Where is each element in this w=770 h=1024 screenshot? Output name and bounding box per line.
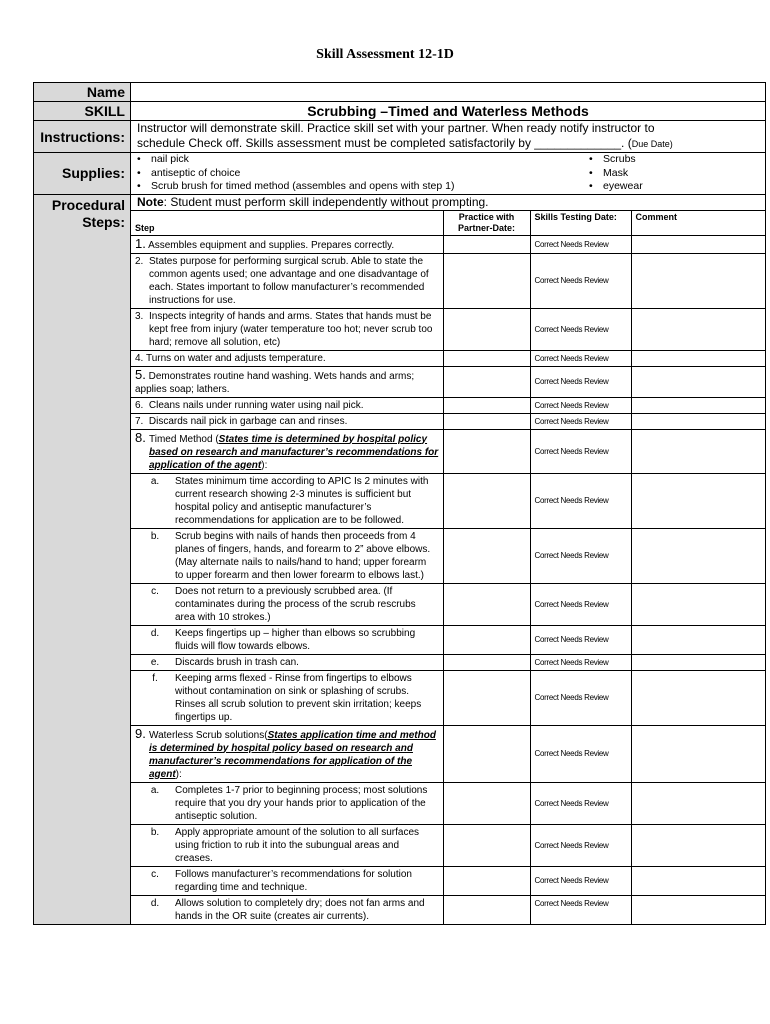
instructions-text (131, 121, 766, 153)
step-row (131, 235, 766, 253)
instructions-line-1: Instructor will demonstrate skill. Practice skill set with your partner. When ready notify instructor to (137, 121, 655, 135)
instructions-label: Instructions: (34, 121, 131, 153)
practice-date-cell[interactable] (443, 429, 530, 473)
steps-header-row (131, 210, 766, 235)
step-text (131, 397, 443, 413)
comment-cell[interactable] (631, 654, 766, 670)
skill-name: Scrubbing –Timed and Waterless Methods (131, 102, 766, 121)
substep-text (131, 670, 443, 725)
substep-text (131, 782, 443, 824)
supplies-left-list (137, 153, 589, 194)
substep-row (131, 528, 766, 583)
step-text (131, 429, 443, 473)
substep-letter: c. (151, 585, 159, 597)
substep-row (131, 473, 766, 528)
instructions-row (34, 121, 766, 153)
comment-cell[interactable] (631, 308, 766, 350)
step-description: Timed Method ( (149, 433, 219, 445)
step-number: 6. (135, 399, 144, 411)
correct-needs-review[interactable]: Correct Needs Review (530, 253, 631, 308)
step-description: Assembles equipment and supplies. Prepares correctly. (148, 239, 395, 251)
substep-description: Follows manufacturer’s recommendations for solution regarding time and technique. (175, 868, 412, 893)
comment-cell[interactable] (631, 528, 766, 583)
step-description: Demonstrates routine hand washing. Wets hands and arms; applies soap; lathers. (135, 370, 415, 395)
step-number: 7. (135, 415, 144, 427)
substep-row (131, 782, 766, 824)
correct-needs-review[interactable]: Correct Needs Review (530, 308, 631, 350)
correct-needs-review[interactable]: Correct Needs Review (530, 725, 631, 782)
step-header: Step (131, 210, 443, 235)
name-label: Name (34, 83, 131, 102)
document-title: Skill Assessment 12-1D (316, 47, 454, 62)
step-number: 5. (135, 366, 146, 382)
step-text (131, 366, 443, 397)
correct-needs-review[interactable]: Correct Needs Review (530, 413, 631, 429)
practice-date-cell[interactable] (443, 895, 530, 924)
substep-row (131, 895, 766, 924)
practice-date-cell[interactable] (443, 350, 530, 366)
step-row (131, 397, 766, 413)
step-number: 3. (135, 310, 144, 322)
instructions-line-2 (137, 136, 765, 152)
substep-letter: c. (151, 868, 159, 880)
practice-date-cell[interactable] (443, 866, 530, 895)
step-description-end: ): (261, 459, 268, 471)
step-description: Discards nail pick in garbage can and rinses. (148, 415, 348, 427)
substep-text (131, 654, 443, 670)
substep-description: Completes 1-7 prior to beginning process; most solutions require that you dry your hands prior to application of the antiseptic solution. (175, 784, 428, 822)
correct-needs-review[interactable]: Correct Needs Review (530, 866, 631, 895)
substep-description: Keeps fingertips up – higher than elbows so scrubbing fluids will flow towards elbows. (175, 627, 416, 652)
step-text (131, 725, 443, 782)
supply-item: • Scrub brush for timed method (assembles and opens with step 1) (137, 180, 589, 194)
step-emphasis: States time is determined by hospital policy based on research and manufacturer’s recommendations for application of the agent (149, 433, 439, 471)
correct-needs-review[interactable]: Correct Needs Review (530, 235, 631, 253)
correct-needs-review[interactable]: Correct Needs Review (530, 654, 631, 670)
substep-text (131, 824, 443, 866)
comment-cell[interactable] (631, 583, 766, 625)
procedural-label: Procedural (51, 196, 125, 213)
supply-item: • antiseptic of choice (137, 167, 589, 181)
comment-cell[interactable] (631, 866, 766, 895)
practice-date-cell[interactable] (443, 670, 530, 725)
substep-description: Apply appropriate amount of the solution to all surfaces using friction to rub it into the subungual areas and creases. (175, 826, 420, 864)
step-number: 8. (135, 429, 146, 445)
supply-item: • nail pick (137, 153, 589, 167)
substep-description: Discards brush in trash can. (175, 656, 299, 668)
instructions-line-2-text: schedule Check off. Skills assessment must be completed satisfactorily by _____________. ( (137, 136, 632, 150)
comment-cell[interactable] (631, 429, 766, 473)
practice-date-cell[interactable] (443, 397, 530, 413)
comment-cell[interactable] (631, 397, 766, 413)
supplies-label: Supplies: (34, 153, 131, 195)
substep-row (131, 824, 766, 866)
supplies-row (34, 153, 766, 195)
practice-date-cell[interactable] (443, 824, 530, 866)
supplies-list (131, 153, 766, 195)
step-number: 9. (135, 725, 146, 741)
correct-needs-review[interactable]: Correct Needs Review (530, 782, 631, 824)
comment-cell[interactable] (631, 824, 766, 866)
substep-letter: b. (150, 826, 160, 838)
step-number: 4. (135, 352, 144, 364)
substep-description: States minimum time according to APIC Is 2 minutes with current research showing 2-3 minutes is sufficient but hospital policy and antiseptic manufacturer’s recommendations for application are to be followed. (175, 475, 429, 526)
procedural-steps-label (34, 194, 131, 924)
step-description: Turns on water and adjusts temperature. (145, 352, 326, 364)
step-row (131, 366, 766, 397)
practice-date-cell[interactable] (443, 654, 530, 670)
testing-header: Skills Testing Date: (530, 210, 631, 235)
practice-header: Practice with Partner-Date: (443, 210, 530, 235)
substep-description: Allows solution to completely dry; does not fan arms and hands in the OR suite (creates air currents). (175, 897, 425, 922)
correct-needs-review[interactable]: Correct Needs Review (530, 473, 631, 528)
correct-needs-review[interactable]: Correct Needs Review (530, 397, 631, 413)
substep-letter: f. (152, 672, 158, 684)
substep-letter: a. (150, 784, 160, 796)
supply-item: • Scrubs (589, 153, 759, 167)
comment-cell[interactable] (631, 782, 766, 824)
note-text: : Student must perform skill independently without prompting. (163, 194, 489, 209)
practice-date-cell[interactable] (443, 413, 530, 429)
steps-cell (131, 194, 766, 924)
skill-row (34, 102, 766, 121)
practice-date-cell[interactable] (443, 782, 530, 824)
substep-description: Does not return to a previously scrubbed area. (If contaminates during the process of the scrub rescrubs area with 10 strokes.) (175, 585, 416, 623)
comment-cell[interactable] (631, 895, 766, 924)
comment-cell[interactable] (631, 473, 766, 528)
step-text (131, 350, 443, 366)
substep-text (131, 866, 443, 895)
substep-row (131, 654, 766, 670)
correct-needs-review[interactable]: Correct Needs Review (530, 824, 631, 866)
substep-text (131, 528, 443, 583)
step-row (131, 253, 766, 308)
step-number: 2. (135, 255, 144, 267)
comment-cell[interactable] (631, 625, 766, 654)
comment-cell[interactable] (631, 235, 766, 253)
step-text (131, 308, 443, 350)
practice-date-cell[interactable] (443, 725, 530, 782)
step-row (131, 429, 766, 473)
step-description: Inspects integrity of hands and arms. States that hands must be kept free from injury (water temperature too hot; never scrub too hard; remove all solution, etc) (149, 310, 433, 348)
comment-cell[interactable] (631, 413, 766, 429)
substep-row (131, 866, 766, 895)
substep-row (131, 625, 766, 654)
step-row (131, 308, 766, 350)
practice-date-cell[interactable] (443, 583, 530, 625)
correct-needs-review[interactable]: Correct Needs Review (530, 583, 631, 625)
correct-needs-review[interactable]: Correct Needs Review (530, 366, 631, 397)
substep-description: Keeping arms flexed - Rinse from fingertips to elbows without contamination on sink or splashing of scrubs. Rinses all scrub solution to prevent skin irritation; keeps fingertips up. (175, 672, 422, 723)
comment-cell[interactable] (631, 253, 766, 308)
step-emphasis: States application time and method is determined by hospital policy based on research and manufacturer’s recommendations for application of the agent (149, 729, 436, 780)
steps-table (131, 210, 766, 924)
practice-date-cell[interactable] (443, 473, 530, 528)
substep-row (131, 583, 766, 625)
substep-letter: a. (150, 475, 160, 487)
step-row (131, 725, 766, 782)
note-label: Note (137, 194, 164, 209)
correct-needs-review[interactable]: Correct Needs Review (530, 625, 631, 654)
correct-needs-review[interactable]: Correct Needs Review (530, 528, 631, 583)
practice-date-cell[interactable] (443, 625, 530, 654)
substep-text (131, 625, 443, 654)
practice-date-cell[interactable] (443, 366, 530, 397)
supply-item: • eyewear (589, 180, 759, 194)
comment-cell[interactable] (631, 366, 766, 397)
substep-letter: d. (150, 897, 160, 909)
substep-text (131, 473, 443, 528)
step-text (131, 413, 443, 429)
step-description: Waterless Scrub solutions( (149, 729, 268, 741)
substep-row (131, 670, 766, 725)
name-field[interactable] (131, 83, 766, 102)
step-text (131, 235, 443, 253)
practice-date-cell[interactable] (443, 308, 530, 350)
comment-cell[interactable] (631, 350, 766, 366)
step-row (131, 413, 766, 429)
due-date-note: Due Date) (631, 139, 673, 149)
correct-needs-review[interactable]: Correct Needs Review (530, 670, 631, 725)
practice-date-cell[interactable] (443, 253, 530, 308)
step-text (131, 253, 443, 308)
step-description-end: ): (175, 768, 182, 780)
comment-header: Comment (631, 210, 766, 235)
step-description: States purpose for performing surgical scrub. Able to state the common agents used; one advantage and one disadvantage of each. States important to follow manufacturer’s recommended instructions for use. (149, 255, 429, 306)
substep-text (131, 895, 443, 924)
substep-letter: d. (150, 627, 160, 639)
practice-date-cell[interactable] (443, 528, 530, 583)
comment-cell[interactable] (631, 670, 766, 725)
substep-description: Scrub begins with nails of hands then proceeds from 4 planes of fingers, hands, and forearm to 2” above elbows. (May alternate nails to nails/hand to hand; upper forearm to upper forearm and then lower forearm to elbows last.) (175, 530, 431, 581)
supplies-right-list (589, 153, 759, 194)
correct-needs-review[interactable]: Correct Needs Review (530, 895, 631, 924)
procedural-steps-row (34, 194, 766, 924)
note (131, 195, 765, 210)
assessment-table (33, 82, 766, 925)
skill-label: SKILL (34, 102, 131, 121)
substep-text (131, 583, 443, 625)
comment-cell[interactable] (631, 725, 766, 782)
substep-letter: b. (150, 530, 160, 542)
supply-item: • Mask (589, 167, 759, 181)
correct-needs-review[interactable]: Correct Needs Review (530, 429, 631, 473)
practice-date-cell[interactable] (443, 235, 530, 253)
step-description: Cleans nails under running water using nail pick. (148, 399, 364, 411)
steps-label: Steps: (82, 213, 125, 230)
step-number: 1. (135, 235, 146, 251)
step-row (131, 350, 766, 366)
correct-needs-review[interactable]: Correct Needs Review (530, 350, 631, 366)
substep-letter: e. (150, 656, 160, 668)
name-row (34, 83, 766, 102)
